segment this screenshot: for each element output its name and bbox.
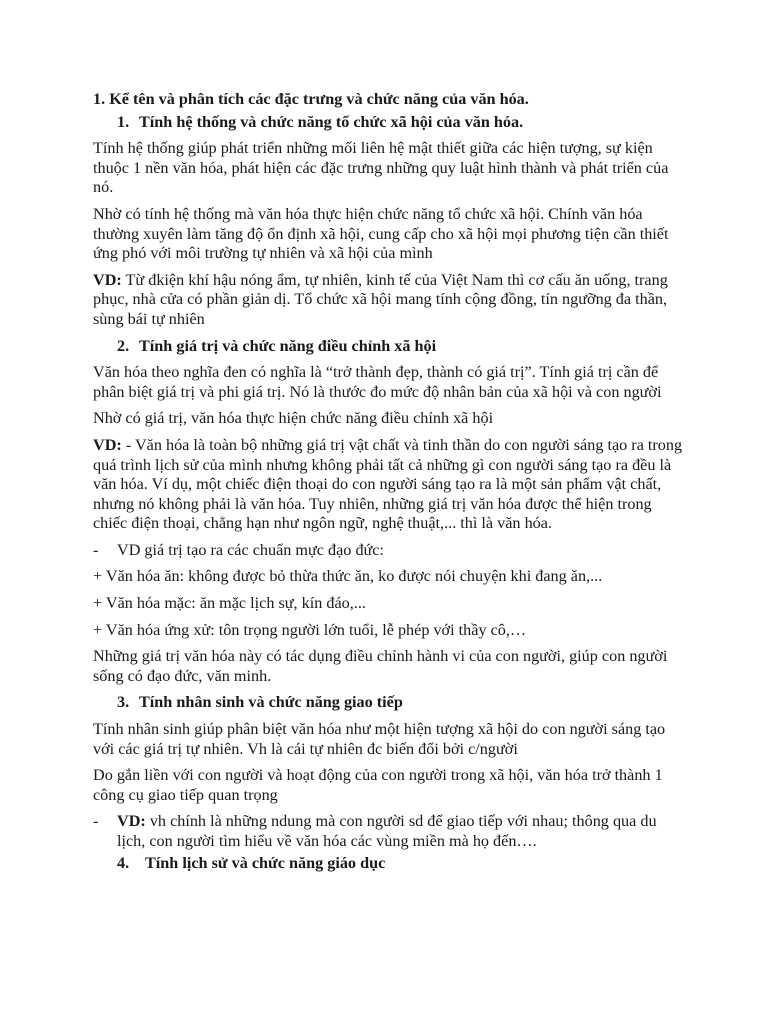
section-1-example-label: VD: bbox=[93, 270, 122, 289]
dash-bullet: - bbox=[93, 812, 99, 831]
section-2-title: Tính giá trị và chức năng điều chỉnh xã hội bbox=[139, 336, 437, 355]
section-2-example-text: - Văn hóa là toàn bộ những giá trị vật chất và tinh thần do con người sáng tạo ra trong quá trình lịch sử của mình nhưng không phải tất cả những gì con người sáng tạo ra đều là văn hóa. Ví dụ, một chiếc điện thoại do con người sáng tạo ra là một sản phẩm vật chất, nhưng nó không phải là văn hóa. Tuy nhiên, những giá trị văn hóa được thể hiện trong chiếc điện thoại, chẳng hạn như ngôn ngữ, nghệ thuật,... thì là văn hóa. bbox=[93, 435, 683, 533]
section-1-title: Tính hệ thống và chức năng tổ chức xã hội của văn hóa. bbox=[139, 112, 524, 131]
section-2-plus-item-2: + Văn hóa mặc: ăn mặc lịch sự, kín đáo,... bbox=[93, 594, 366, 613]
section-3-title: Tính nhân sinh và chức năng giao tiếp bbox=[139, 693, 403, 712]
section-3-paragraph-2: Do gắn liền với con người và hoạt động của con người trong xã hội, văn hóa trở thành 1 công cụ giao tiếp quan trọng bbox=[93, 766, 663, 804]
section-3-number: 3. bbox=[117, 693, 130, 712]
section-2-dash-item bbox=[93, 541, 683, 561]
section-4-number: 4. bbox=[117, 853, 130, 872]
section-4-heading bbox=[93, 854, 683, 874]
section-3-example-text: vh chính là những ndung mà con người sd để giao tiếp với nhau; thông qua du lịch, con người tìm hiểu về văn hóa các vùng miền mà họ đến…. bbox=[117, 812, 657, 850]
dash-bullet: - bbox=[93, 540, 99, 559]
section-2-paragraph-3: Những giá trị văn hóa này có tác dụng điều chỉnh hành vi của con người, giúp con người sống có đạo đức, văn minh. bbox=[93, 647, 668, 685]
section-1-example-text: Từ đkiện khí hậu nóng ẩm, tự nhiên, kinh tế của Việt Nam thì cơ cấu ăn uống, trang phục, nhà cửa có phần giản dị. Tổ chức xã hội mang tính cộng đồng, tín ngưỡng đa thần, sùng bái tự nhiên bbox=[93, 270, 668, 328]
section-4-title: Tính lịch sử và chức năng giáo dục bbox=[145, 853, 386, 872]
section-1-heading bbox=[93, 113, 683, 133]
section-3-heading bbox=[93, 693, 683, 713]
document-page bbox=[93, 90, 683, 880]
section-2-heading bbox=[93, 337, 683, 357]
section-3-example-label: VD: bbox=[117, 812, 146, 831]
section-1-paragraph-2: Nhờ có tính hệ thống mà văn hóa thực hiện chức năng tổ chức xã hội. Chính văn hóa thường xuyên làm tăng độ ổn định xã hội, cung cấp cho xã hội mọi phương tiện cần thiết ứng phó với môi trường tự nhiên và xã hội của mình bbox=[93, 204, 669, 263]
section-2-paragraph-1: Văn hóa theo nghĩa đen có nghĩa là “trở thành đẹp, thành có giá trị”. Tính giá trị cần để phân biệt giá trị và phi giá trị. Nó là thước đo mức độ nhân bản của xã hội và con người bbox=[93, 363, 662, 401]
section-1-example bbox=[93, 271, 683, 330]
section-2-dash-text: VD giá trị tạo ra các chuẩn mực đạo đức: bbox=[117, 540, 384, 559]
section-2-plus-item-3: + Văn hóa ứng xử: tôn trọng người lớn tuổi, lễ phép với thầy cô,… bbox=[93, 620, 527, 639]
section-2-paragraph-2: Nhờ có giá trị, văn hóa thực hiện chức năng điều chỉnh xã hội bbox=[93, 409, 494, 428]
section-2-number: 2. bbox=[117, 336, 130, 355]
section-2-example bbox=[93, 436, 683, 534]
section-1-paragraph-1: Tính hệ thống giúp phát triển những mối liên hệ mật thiết giữa các hiện tượng, sự kiện thuộc 1 nền văn hóa, phát hiện các đặc trưng những quy luật hình thành và phát triển của nó. bbox=[93, 139, 669, 197]
section-2-plus-item-1: + Văn hóa ăn: không được bỏ thừa thức ăn, ko được nói chuyện khi đang ăn,... bbox=[93, 567, 603, 586]
section-1-number: 1. bbox=[117, 112, 130, 131]
section-2-example-label: VD: bbox=[93, 435, 122, 454]
main-heading: 1. Kể tên và phân tích các đặc trưng và chức năng của văn hóa. bbox=[93, 90, 529, 108]
section-3-paragraph-1: Tính nhân sinh giúp phân biệt văn hóa như một hiện tượng xã hội do con người sáng tạo với các giá trị tự nhiên. Vh là cái tự nhiên đc biến đổi bởi c/người bbox=[93, 720, 666, 758]
section-3-example bbox=[93, 812, 683, 851]
